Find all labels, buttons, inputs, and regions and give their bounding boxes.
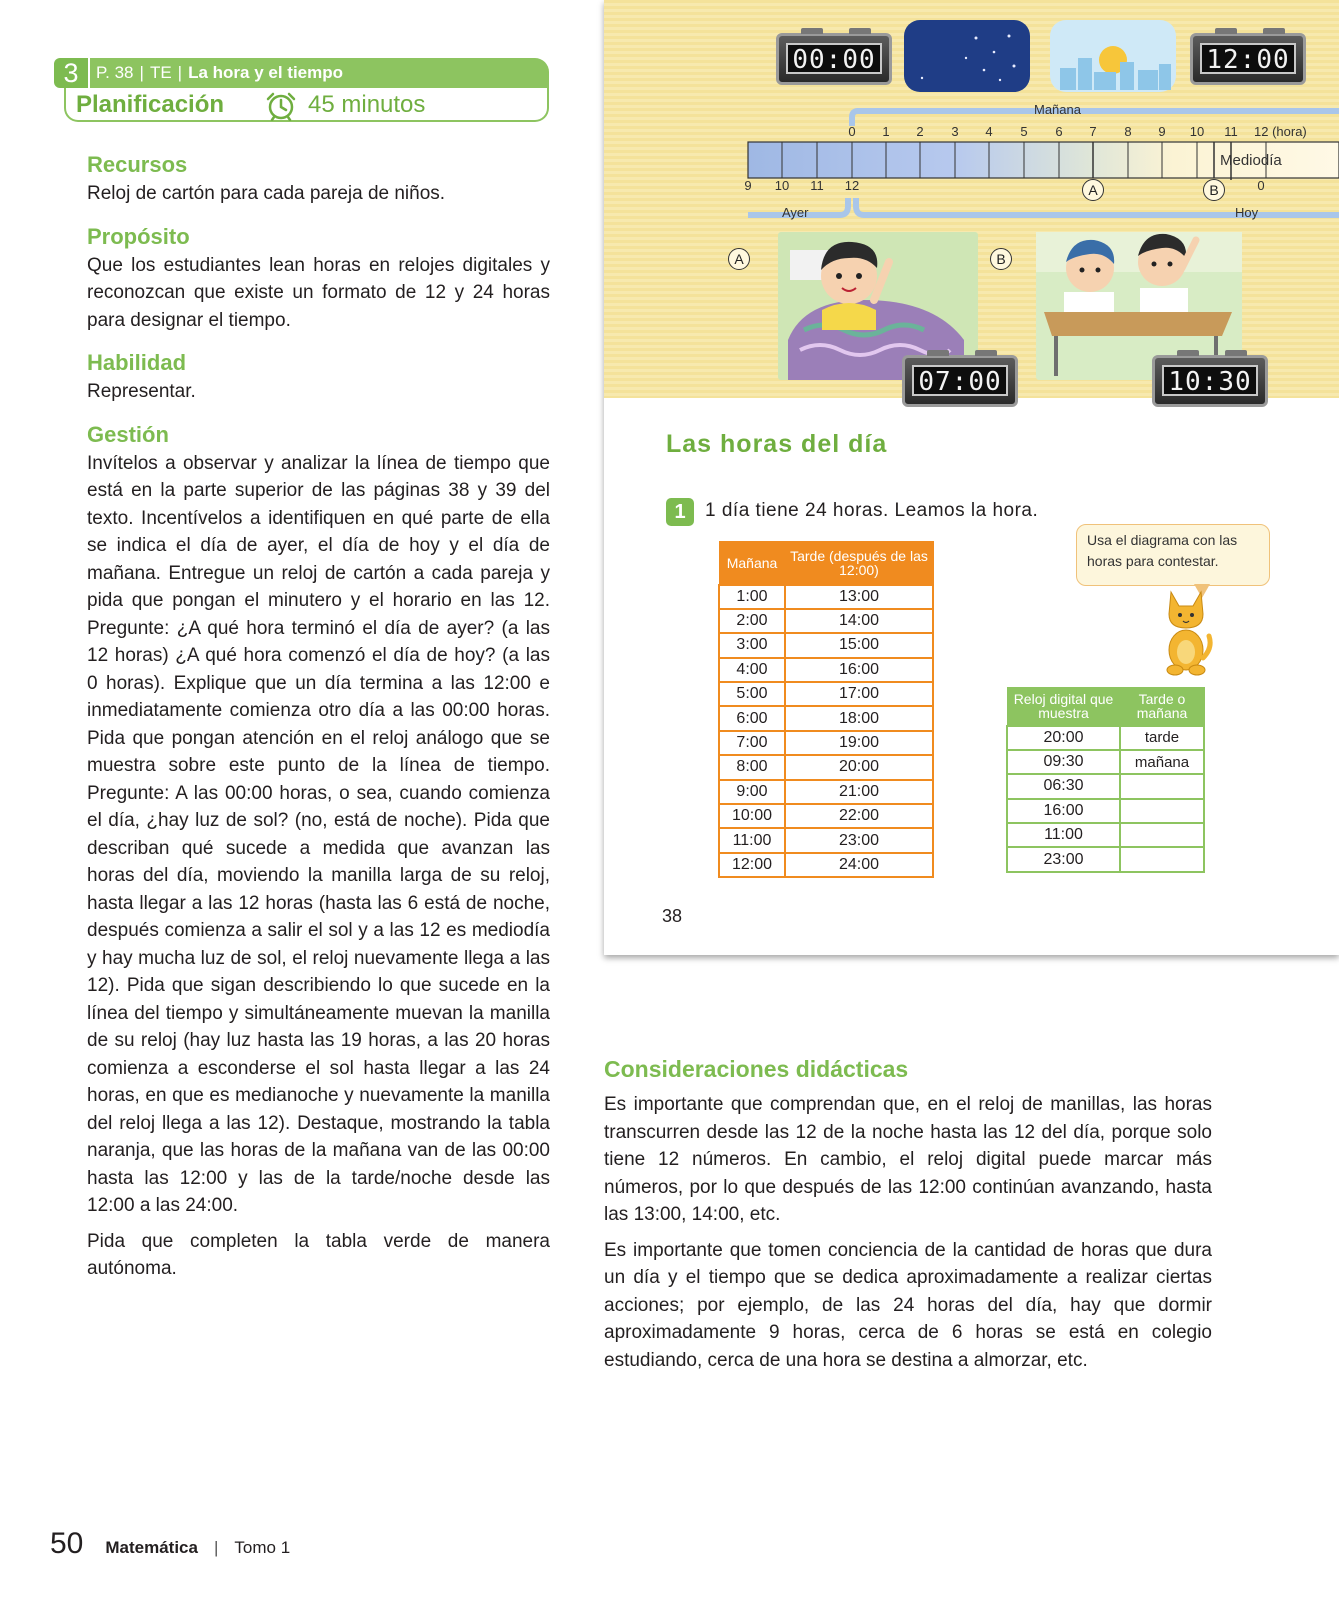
marker-a-timeline: A [1082,179,1104,201]
table-cell: 5:00 [719,682,785,706]
label-mediodia: Mediodía [1220,152,1282,169]
table-row [1007,823,1204,847]
plan-duration: 45 minutos [308,91,426,118]
table-row [719,585,933,609]
lesson-number: 3 [54,58,88,88]
table-row [719,731,933,755]
table-cell: 16:00 [1007,799,1120,823]
table-cell: 19:00 [785,731,933,755]
tick-label: 12 (hora) [1254,124,1307,139]
table-cell: 11:00 [719,828,785,852]
lesson-bar: P. 38 | TE | La hora y el tiempo [90,58,549,88]
question-number: 1 [666,498,694,526]
table-cell [1120,799,1204,823]
green-hours-table [1006,687,1205,873]
table-row [719,658,933,682]
table-cell [1120,847,1204,871]
table-header: Reloj digital que muestra [1007,688,1120,726]
marker-b-scene: B [990,248,1012,270]
lesson-header [54,58,549,122]
section-recursos [54,150,549,208]
table-cell: 23:00 [1007,847,1120,871]
footer-divider: | [213,1538,219,1557]
section-title: Propósito [87,223,190,249]
tick-label: 4 [985,124,993,139]
table-cell: 06:30 [1007,774,1120,798]
table-cell: 11:00 [1007,823,1120,847]
section-gestion [54,420,549,1283]
section-text: Representar. [87,381,196,402]
table-row [1007,799,1204,823]
table-cell: 20:00 [785,755,933,779]
considerations-text: Es importante que comprendan que, en el reloj de manillas, las horas transcurren desde las 12 de la noche hasta las 12 del día, porque solo tiene 12 números. En cambio, el reloj digital puede marcar más números, por lo que después de las 12:00 continúan avanzando, hasta las 13:00, 14:00, etc. [604,1094,1212,1225]
table-row [719,633,933,657]
table-row [1007,847,1204,871]
table-cell: 17:00 [785,682,933,706]
table-cell: 18:00 [785,706,933,730]
tick-label: 7 [1089,124,1097,139]
table-cell: 9:00 [719,780,785,804]
tick-label: 1 [882,124,890,139]
table-row [1007,726,1204,750]
table-cell: 7:00 [719,731,785,755]
section-text: Pida que completen la tabla verde de manera autónoma. [87,1230,550,1279]
digital-clock-noon [1190,33,1306,85]
section-habilidad [54,348,549,406]
table-row [719,682,933,706]
considerations-text: Es importante que tomen conciencia de la cantidad de horas que dura un día y el tiempo que se dedica aproximadamente a realizar ciertas acciones; por ejemplo, de las 24 horas del día, hay que dormir aproximadamente 9 horas, cerca de 6 horas se está en colegio estudiando, cerca de una hora se destina a almorzar, etc. [604,1239,1212,1371]
digital-clock-b [1152,355,1268,407]
tick-label: 11 [1224,124,1238,139]
section-proposito [54,222,549,335]
tick-label: 11 [810,178,824,193]
section-title: Recursos [87,152,188,177]
tick-label: 12 [844,178,860,193]
marker-b-timeline: B [1203,179,1225,201]
tick-label: 5 [1020,124,1028,139]
tick-label: 8 [1124,124,1132,139]
table-cell: 1:00 [719,585,785,609]
tick-label: 6 [1055,124,1063,139]
table-cell: 4:00 [719,658,785,682]
digital-clock-midnight [776,33,892,85]
table-header: Tarde o mañana [1120,688,1204,726]
page-footer [50,1527,290,1563]
alarm-clock-icon [265,91,297,121]
table-cell [1120,823,1204,847]
table-row [719,828,933,852]
table-cell: 13:00 [785,585,933,609]
section-text: Reloj de cartón para cada pareja de niños. [87,183,446,204]
planning-column [54,58,549,1283]
table-cell: 24:00 [785,853,933,877]
table-cell: 20:00 [1007,726,1120,750]
edition-label: TE [149,63,172,82]
table-row [719,804,933,828]
textbook-page-number: 38 [662,906,683,926]
label-hoy: Hoy [1235,205,1259,220]
textbook-title: Las horas del día [666,430,888,458]
clock-display: 00:00 [786,43,882,74]
page-reference: P. 38 [96,63,134,82]
table-cell: tarde [1120,726,1204,750]
section-title: Gestión [87,421,169,447]
label-manana: Mañana [1034,102,1081,117]
table-cell: 21:00 [785,780,933,804]
digital-clock-a [902,355,1018,407]
table-cell: 14:00 [785,609,933,633]
tick-label: 10 [1189,124,1205,139]
table-cell: 22:00 [785,804,933,828]
table-row [719,706,933,730]
textbook-page [604,0,1339,955]
table-row [1007,750,1204,774]
speech-bubble: Usa el diagrama con las horas para contestar. [1076,524,1270,586]
table-row [719,853,933,877]
tick-label-noon-zero: 0 [1257,178,1265,193]
question-text: 1 día tiene 24 horas. Leamos la hora. [705,500,1039,521]
table-header: Mañana [719,542,785,585]
tick-label: 0 [848,124,856,139]
table-cell: 16:00 [785,658,933,682]
section-text: Invítelos a observar y analizar la línea de tiempo que está en la parte superior de las páginas 38 y 39 del texto. Incentívelos a identifiquen en qué parte de ella se indica el día de ayer, el día de hoy y el día de mañana. Entregue un reloj de cartón a cada pareja y pida que pongan el minutero y el horario en las 12. Pregunte: ¿A qué hora terminó el día de ayer? (a las 12 horas) ¿A qué hora comenzó el día de hoy? (a las 0 horas). Explique que un día termina a las 12:00 e inmediatamente comienza otro día a las 00:00 horas. Pida que pongan atención en el reloj análogo que se muestra sobre este punto de la línea de tiempo. Pregunte: A las 00:00 horas, o sea, cuando comienza el día, ¿hay luz de sol? (no, está de noche). Pida que describan qué sucede a medida que avanzan las horas del día, moviendo la manilla larga de su reloj, hasta llegar a las 12 horas (hasta las 6 está de noche, después comienza a salir el sol y a las 12 es mediodía y hay mucha luz de sol, el reloj nuevamente llega a las 12). Pida que sigan describiendo lo que sucede en la línea del tiempo y simultáneamente muevan la manilla de su reloj (hay luz hasta las 19 horas, a las 20 horas comienza a esconderse el sol hasta llegar a las 24 horas, en que es medianoche y nuevamente la manilla del reloj llega a las 12). Destaque, mostrando la tabla naranja, que las horas de la mañana van de las 00:00 hasta las 12:00 y las de la tarde/noche desde las 12:00 a las 24:00. [87,452,550,1216]
table-cell: 2:00 [719,609,785,633]
table-cell: 10:00 [719,804,785,828]
label-ayer: Ayer [782,205,809,220]
table-cell: 8:00 [719,755,785,779]
section-text: Que los estudiantes lean horas en relojes digitales y reconozcan que existe un formato de 12 y 24 horas para designar el tiempo. [87,254,550,331]
lesson-topic: La hora y el tiempo [188,63,344,82]
tick-label: 9 [1158,124,1166,139]
considerations-title: Consideraciones didácticas [604,1056,909,1082]
marker-a-scene: A [728,248,750,270]
cat-mascot-icon [1159,588,1213,678]
timeline-scene [604,0,1339,398]
table-cell: 12:00 [719,853,785,877]
plan-title: Planificación [76,91,225,118]
tick-label: 10 [774,178,790,193]
table-row [719,609,933,633]
table-row [719,780,933,804]
tick-label: 9 [744,178,752,193]
table-row [719,755,933,779]
footer-subject: Matemática [105,1538,198,1557]
table-cell: 15:00 [785,633,933,657]
tick-label: 2 [916,124,924,139]
orange-hours-table [718,541,934,878]
tick-label: 3 [951,124,959,139]
footer-volume: Tomo 1 [234,1538,291,1557]
clock-display: 12:00 [1200,43,1296,74]
table-cell: 6:00 [719,706,785,730]
table-cell [1120,774,1204,798]
table-header: Tarde (después de las 12:00) [785,542,933,585]
clock-display: 10:30 [1162,365,1258,396]
table-cell: mañana [1120,750,1204,774]
page-number: 50 [50,1527,84,1560]
table-cell: 3:00 [719,633,785,657]
section-title: Habilidad [87,350,187,375]
considerations-section [604,1054,1212,1374]
table-cell: 23:00 [785,828,933,852]
table-cell: 09:30 [1007,750,1120,774]
clock-display: 07:00 [912,365,1008,396]
table-row [1007,774,1204,798]
